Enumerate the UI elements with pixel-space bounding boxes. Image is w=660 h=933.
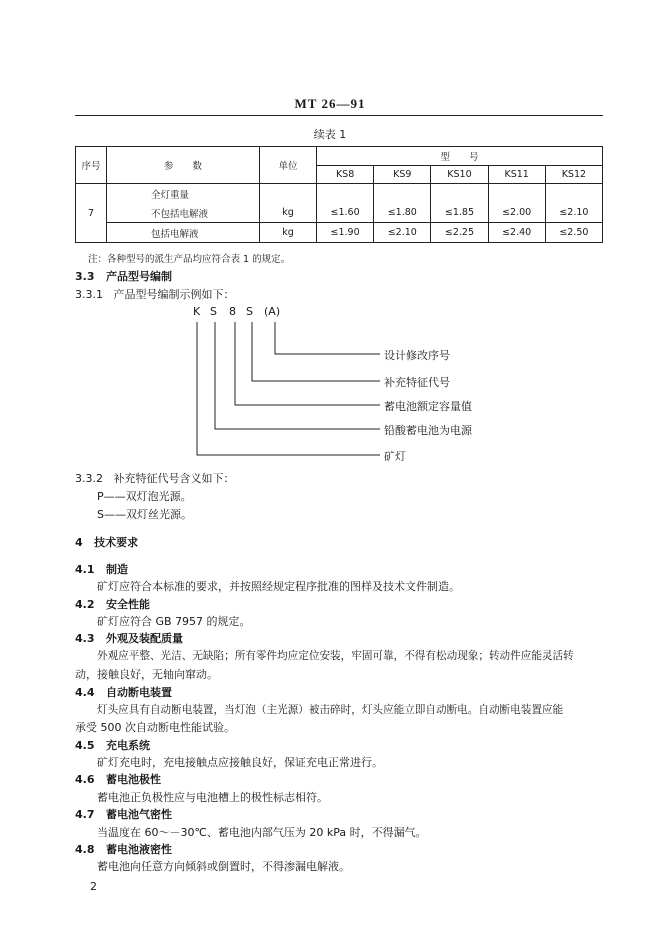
section-number: 4.8 [75, 843, 95, 856]
model-header: KS10 [431, 166, 488, 184]
section-number: 4.1 [75, 563, 95, 576]
section-number: 4.3 [75, 632, 95, 645]
label-lamp: 矿灯 [384, 450, 406, 463]
section-4-8-heading [75, 841, 172, 857]
code-char-k: K [193, 305, 201, 318]
section-4-2-body: 矿灯应符合 GB 7957 的规定。 [97, 615, 251, 628]
label-supplement: 补充特征代号 [384, 376, 450, 389]
section-title: 蓄电池极性 [106, 773, 161, 786]
section-number: 4.7 [75, 808, 95, 821]
col-header-unit: 单位 [260, 147, 317, 184]
line-lamp [197, 322, 380, 455]
line-battery [215, 322, 380, 429]
section-4-6-heading [75, 771, 161, 787]
section-4-6-body: 蓄电池正负极性应与电池槽上的极性标志相符。 [97, 791, 328, 804]
section-4-5-body: 矿灯充电时，充电接触点应接触良好，保证充电正常进行。 [97, 756, 383, 769]
table-caption: 续表 1 [313, 128, 347, 141]
list-item: P——双灯泡光源。 [97, 490, 192, 503]
code-char-s: S [210, 305, 217, 318]
section-number: 4.5 [75, 739, 95, 752]
section-4-2-heading [75, 596, 150, 612]
col-header-seq: 序号 [76, 147, 107, 184]
value-cell: ≤2.40 [488, 223, 545, 243]
param-cell: 包括电解液 [107, 223, 260, 243]
unit-cell: kg [260, 223, 317, 243]
section-4-5-heading [75, 737, 150, 753]
section-number: 4 [75, 536, 83, 549]
section-title: 技术要求 [94, 536, 139, 549]
value-cell: ≤1.80 [374, 203, 431, 223]
model-header: KS8 [317, 166, 374, 184]
section-title: 自动断电装置 [106, 686, 172, 699]
value-cell: ≤1.85 [431, 203, 488, 223]
unit-cell: kg [260, 203, 317, 223]
value-cell: ≤1.60 [317, 203, 374, 223]
value-cell: ≤2.10 [374, 223, 431, 243]
col-header-model: 型 号 [317, 147, 603, 166]
section-title: 蓄电池液密性 [106, 843, 172, 856]
value-cell: ≤2.25 [431, 223, 488, 243]
section-4-4-body-line2: 承受 500 次自动断电性能试验。 [75, 721, 235, 734]
section-title: 外观及装配质量 [106, 632, 183, 645]
section-title: 制造 [106, 563, 128, 576]
line-capacity [235, 322, 380, 405]
section-4-7-body: 当温度在 60～－30℃、蓄电池内部气压为 20 kPa 时，不得漏气。 [97, 826, 427, 839]
section-4-4-heading [75, 684, 172, 700]
list-item: S——双灯丝光源。 [97, 508, 192, 521]
section-number: 4.6 [75, 773, 95, 786]
section-4-8-body: 蓄电池向任意方向倾斜或倒置时，不得渗漏电解液。 [97, 860, 350, 873]
section-title: 安全性能 [106, 598, 150, 611]
table-note: 注：各种型号的派生产品均应符合表 1 的规定。 [88, 254, 291, 265]
section-4-1-heading [75, 561, 128, 577]
code-char-s2: S [246, 305, 253, 318]
section-4-1-body: 矿灯应符合本标准的要求，并按照经规定程序批准的图样及技术文件制造。 [97, 580, 460, 593]
code-char-8: 8 [229, 305, 236, 318]
model-header: KS11 [488, 166, 545, 184]
section-number: 3.3 [75, 270, 95, 283]
section-title: 产品型号编制 [106, 270, 172, 283]
section-title: 充电系统 [106, 739, 150, 752]
value-cell: ≤1.90 [317, 223, 374, 243]
model-header: KS12 [545, 166, 602, 184]
code-char-a: (A) [264, 305, 281, 318]
section-4-3-body-line2: 动，接触良好，无轴向窜动。 [75, 668, 218, 681]
section-4-4-body-line1: 灯头应具有自动断电装置，当灯泡（主光源）被击碎时，灯头应能立即自动断电。自动断电装置应能 [97, 704, 564, 716]
param-cell: 全灯重量 [107, 184, 260, 204]
label-capacity: 蓄电池额定容量值 [384, 400, 472, 413]
section-3-3-2 [75, 470, 235, 486]
section-4-3-heading [75, 630, 183, 646]
label-revision: 设计修改序号 [384, 349, 450, 362]
line-revision [275, 322, 380, 354]
page-number: 2 [90, 880, 97, 893]
seq-cell: 7 [76, 184, 107, 243]
value-cell: ≤2.10 [545, 203, 602, 223]
document-code-header: MT 26—91 [294, 96, 366, 111]
section-text: 产品型号编制示例如下： [113, 288, 235, 301]
value-cell: ≤2.00 [488, 203, 545, 223]
section-number: 3.3.2 [75, 472, 103, 485]
col-header-param: 参 数 [107, 147, 260, 184]
param-cell: 不包括电解液 [107, 203, 260, 223]
model-header: KS9 [374, 166, 431, 184]
line-supplement [252, 322, 380, 381]
section-title: 蓄电池气密性 [106, 808, 172, 821]
section-number: 3.3.1 [75, 288, 103, 301]
section-4-3-body-line1: 外观应平整、光洁、无缺陷；所有零件均应定位安装，牢固可靠，不得有松动现象；转动件应能灵活转 [97, 650, 574, 662]
label-battery: 铅酸蓄电池为电源 [384, 424, 472, 437]
section-number: 4.4 [75, 686, 95, 699]
section-number: 4.2 [75, 598, 95, 611]
section-text: 补充特征代号含义如下： [113, 472, 235, 485]
section-4 [75, 534, 138, 550]
value-cell: ≤2.50 [545, 223, 602, 243]
section-4-7-heading [75, 806, 172, 822]
